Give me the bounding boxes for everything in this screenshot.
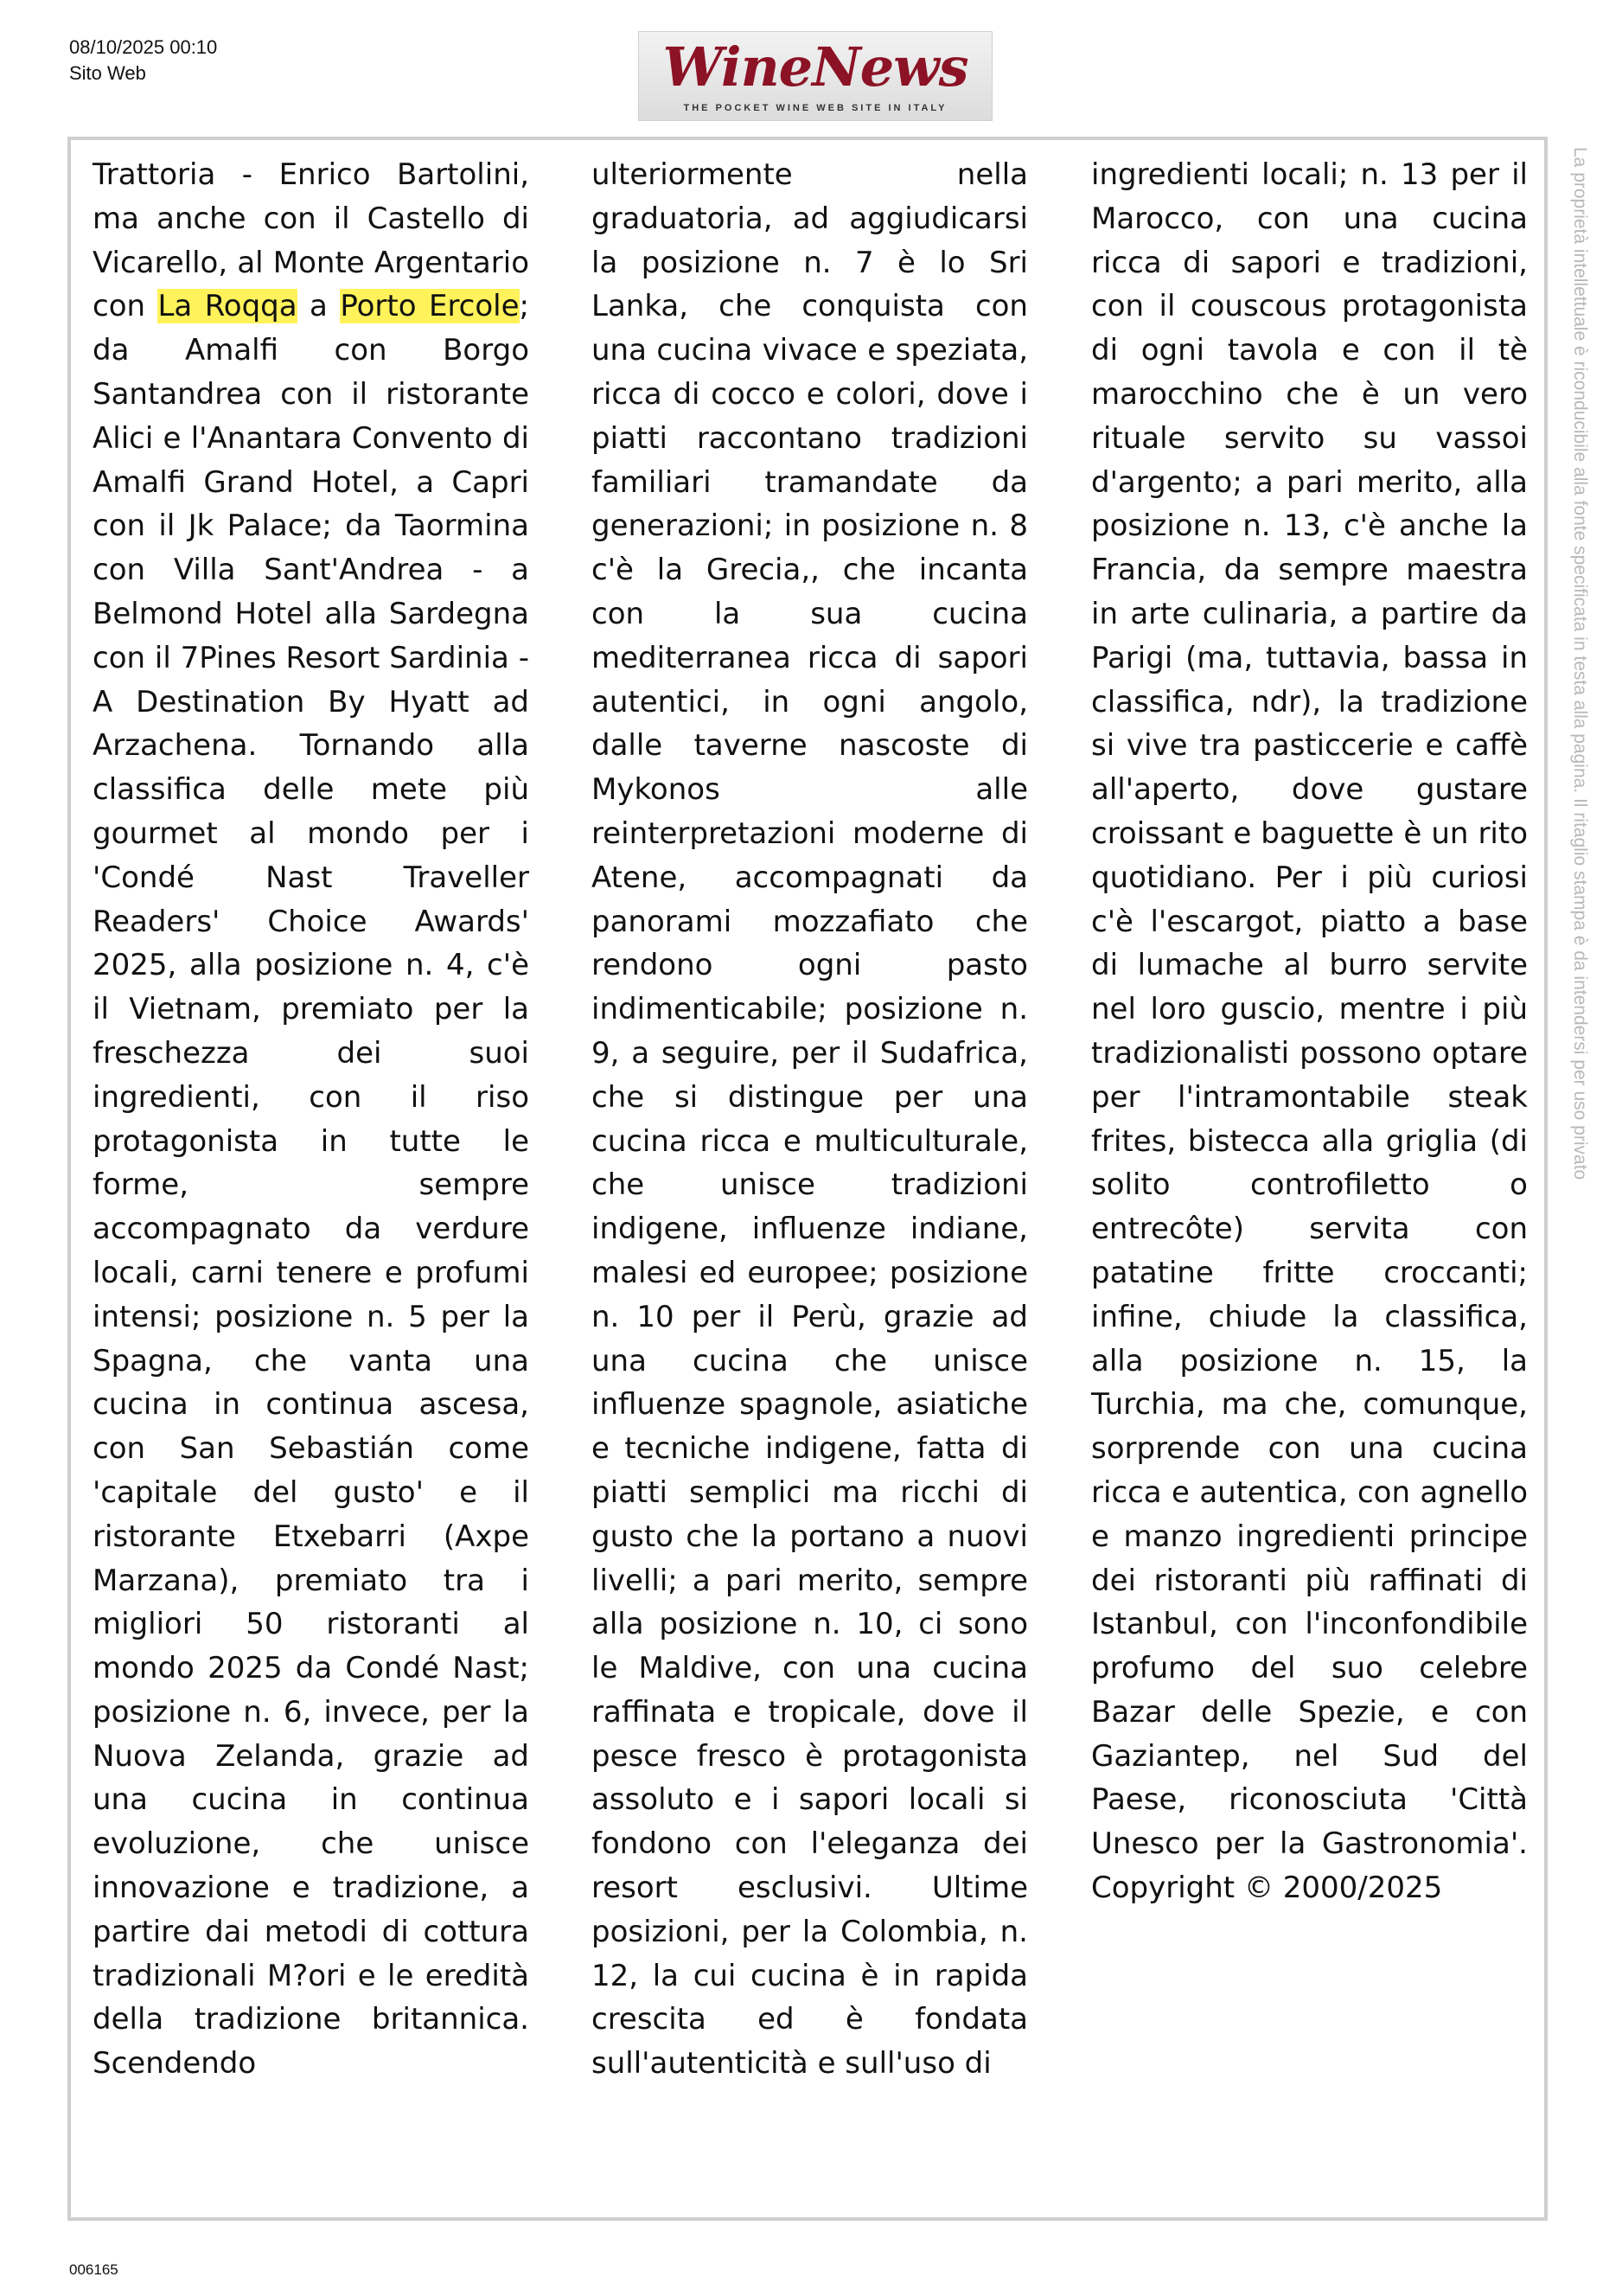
highlight-la-roqqa: La Roqqa xyxy=(157,289,297,324)
column-1-body: ; da Amalfi con Borgo Santandrea con il ristorante Alici e l'Anantara Convento di Amalfi Grand Hotel, a Capri con il Jk Palace; da Taormina con Villa Sant'Andrea - a Belmond Hotel alla Sardegna con il 7Pines Resort Sardinia - A Destination By Hyatt ad Arzachena. Tornando alla classifica delle mete più gourmet al mondo per i 'Condé Nast Traveller Readers' Choice Awards' 2025, alla posizione n. 4, c'è il Vietnam, premiato per la freschezza dei suoi ingredienti, con il riso protagonista in tutte le forme, sempre accompagnato da verdure locali, carni tenere e profumi intensi; posizione n. 5 per la Spagna, che vanta una cucina in continua ascesa, con San Sebastián come 'capitale del gusto' e il ristorante Etxebarri (Axpe Marzana), premiato tra i migliori 50 ristoranti al mondo 2025 da Condé Nast; posizione n. 6, invece, per la Nuova Zelanda, grazie ad una cucina in continua evoluzione, che unisce innovazione e tradizione, a partire dai metodi di cottura tradizionali M?ori e le eredità della tradizione britannica. Scendendo xyxy=(93,289,530,2082)
highlight-porto-ercole: Porto Ercole xyxy=(340,289,520,324)
column-2-text: ulteriormente nella graduatoria, ad aggiudicarsi la posizione n. 7 è lo Sri Lanka, che conquista con una cucina vivace e speziata, ricca di cocco e colori, dove i piatti raccontano tradizioni familiari tramandate da generazioni; in posizione n. 8 c'è la Grecia,, che incanta con la sua cucina mediterranea ricca di sapori autentici, in ogni angolo, dalle taverne nascoste di Mykonos alle reinterpretazioni moderne di Atene, accompagnati da panorami mozzafiato che rendono ogni pasto indimenticabile; posizione n. 9, a seguire, per il Sudafrica, che si distingue per una cucina ricca e multiculturale, che unisce tradizioni indigene, influenze indiane, malesi ed europee; posizione n. 10 per il Perù, grazie ad una cucina che unisce influenze spagnole, asiatiche e tecniche indigene, fatta di piatti semplici ma ricchi di gusto che la portano a nuovi livelli; a pari merito, sempre alla posizione n. 10, ci sono le Maldive, con una cucina raffinata e tropicale, dove il pesce fresco è protagonista assoluto e i sapori locali si fondono con l'eleganza dei resort esclusivi. Ultime posizioni, per la Colombia, n. 12, la cui cucina è in rapida crescita ed è fondata sull'autenticità e sull'uso di xyxy=(591,157,1028,2082)
article-column-1 xyxy=(93,153,529,2086)
clip-source: Sito Web xyxy=(69,62,146,84)
column-1-lead: Trattoria - Enrico Bartolini, ma anche con il Castello di Vicarello, al Monte Argentario con xyxy=(93,157,529,324)
article-column-2 xyxy=(591,153,1028,2086)
logo-tagline: THE POCKET WINE WEB SITE IN ITALY xyxy=(683,103,948,113)
winenews-logo xyxy=(638,31,993,121)
logo-wordmark: WineNews xyxy=(662,35,968,99)
page-code: 006165 xyxy=(69,2261,118,2278)
column-1-connector: a xyxy=(297,289,341,324)
article-column-3 xyxy=(1091,153,1528,1910)
clip-date: 08/10/2025 00:10 xyxy=(69,36,218,58)
column-3-text: ingredienti locali; n. 13 per il Marocco, con una cucina ricca di sapori e tradizioni, con il couscous protagonista di ogni tavola e con il tè marocchino che è un vero rituale servito su vassoi d'argento; a pari merito, alla posizione n. 13, c'è anche la Francia, da sempre maestra in arte culinaria, a partire da Parigi (ma, tuttavia, bassa in classifica, ndr), la tradizione si vive tra pasticcerie e caffè all'aperto, dove gustare croissant e baguette è un rito quotidiano. Per i più curiosi c'è l'escargot, piatto a base di lumache al burro servite nel loro guscio, mentre i più tradizionalisti possono optare per l'intramontabile steak frites, bistecca alla griglia (di solito controfiletto o entrecôte) servita con patatine fritte croccanti; infine, chiude la classifica, alla posizione n. 15, la Turchia, ma che, comunque, sorprende con una cucina ricca e autentica, con agnello e manzo ingredienti principe dei ristoranti più raffinati di Istanbul, con l'inconfondibile profumo del suo celebre Bazar delle Spezie, e con Gaziantep, nel Sud del Paese, riconosciuta 'Città Unesco per la Gastronomia'. Copyright © 2000/2025 xyxy=(1091,157,1528,1906)
column-1-text xyxy=(93,153,529,2086)
copyright-side-note: La proprietà intellettuale è riconducibile alla fonte specificata in testa alla pagina. Il ritaglio stampa è da intendersi per uso privato xyxy=(1570,147,1590,1180)
